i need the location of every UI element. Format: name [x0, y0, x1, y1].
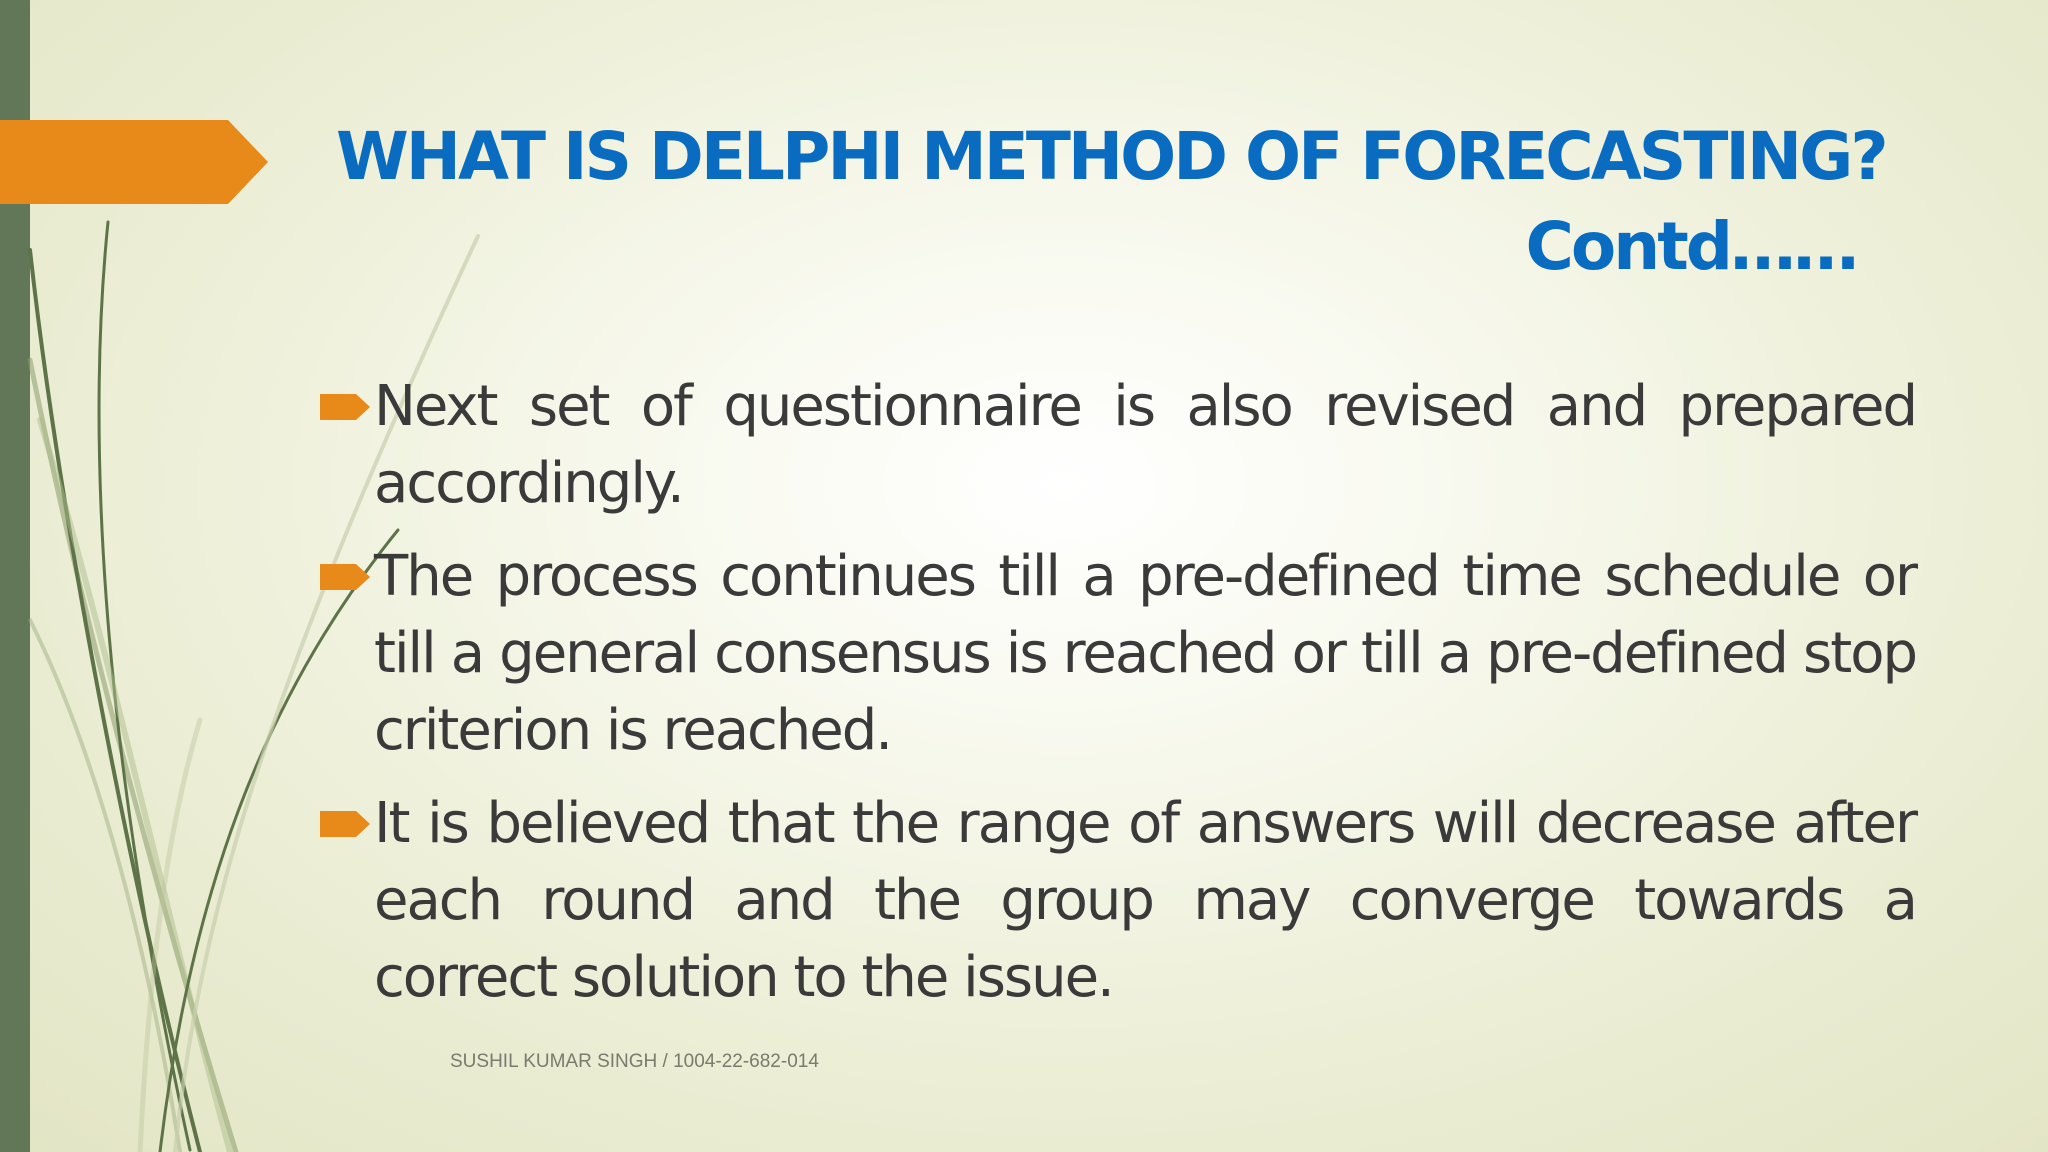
orange-arrow-bullet-icon — [320, 394, 370, 420]
orange-arrow-bullet-icon — [320, 811, 370, 837]
bullet-text: Next set of questionnaire is also revised and prepared accordingly. — [374, 374, 1916, 516]
bullet-text: The process continues till a pre-defined time schedule or till a general consensus is reached or till a pre-defined stop criterion is reached. — [374, 544, 1916, 763]
orange-arrow-bullet-icon — [320, 564, 370, 590]
bullet-text: It is believed that the range of answers will decrease after each round and the group may converge towards a correct solution to the issue. — [374, 791, 1916, 1010]
title-marker-arrow-icon — [0, 120, 268, 204]
title-line-1: WHAT IS DELPHI METHOD OF FORECASTING? — [336, 118, 1886, 195]
slide-footer: SUSHIL KUMAR SINGH / 1004-22-682-014 — [450, 1051, 819, 1072]
bullet-item — [318, 368, 1916, 522]
bullet-list — [318, 368, 1916, 1032]
title-line-2: Contd…… — [1525, 208, 1856, 285]
slide-title — [320, 112, 1900, 292]
bullet-item — [318, 538, 1916, 769]
bullet-item — [318, 785, 1916, 1016]
